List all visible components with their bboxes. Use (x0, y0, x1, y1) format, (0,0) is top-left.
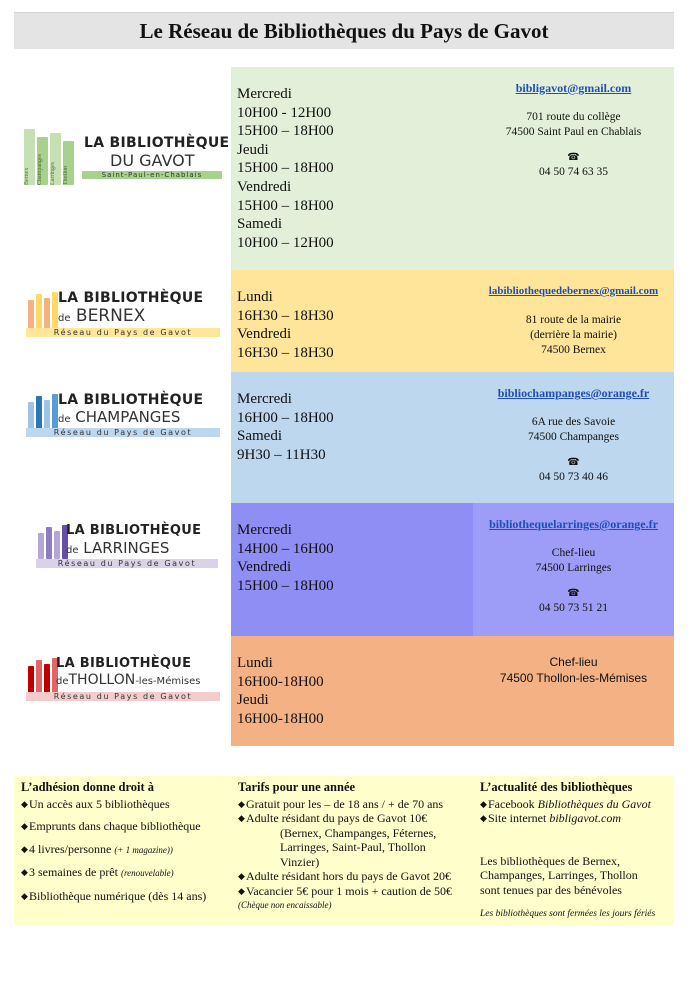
book (44, 664, 50, 694)
list-item-text: Un accès aux 5 bibliothèques (29, 796, 170, 811)
library-row-champanges (14, 372, 674, 503)
logo-bernex (14, 270, 231, 372)
hours-champanges (231, 372, 473, 503)
contact-bernex (473, 270, 674, 372)
hours-gavot (231, 67, 473, 270)
logo-subtitle: DU GAVOT (110, 151, 195, 170)
site-label: Site internet (488, 811, 547, 825)
logo-name: LARRINGES (83, 539, 170, 557)
address-line: 74500 Thollon-les-Mémises (499, 671, 648, 685)
book (44, 298, 50, 330)
email-link[interactable]: bibliothequelarringes@orange.fr (489, 517, 658, 531)
hours-line: Mercredi (237, 391, 292, 407)
bullet-icon: ◆ (238, 871, 245, 881)
hours-line: Samedi (237, 428, 282, 445)
books-icon (28, 658, 58, 694)
contact-gavot (473, 67, 674, 270)
hours-line: 16H30 – 18H30 (237, 307, 334, 324)
contact-champanges (473, 372, 674, 503)
bullet-icon: ◆ (238, 813, 245, 823)
bullet-icon: ◆ (21, 798, 28, 809)
logo-band: Saint-Paul-en-Chablais (82, 171, 222, 179)
list-item (21, 819, 231, 834)
list-item (480, 811, 672, 826)
address-line: (derrière la mairie) (530, 329, 617, 341)
phone-number: 04 50 74 63 35 (539, 166, 608, 178)
hours-line: Lundi (237, 289, 273, 305)
library-row-larringes (14, 503, 674, 636)
hours-line: Jeudi (237, 141, 269, 158)
logo-champanges (14, 372, 231, 503)
bullet-icon: ◆ (480, 813, 487, 823)
address-line: 81 route de la mairie (525, 314, 622, 326)
email-link[interactable]: labibliothequedebernex@gmail.com (488, 285, 659, 297)
list-item-text: Adulte résidant hors du pays de Gavot 20€ (246, 869, 451, 883)
communes-line: Larringes, Saint-Paul, Thollon (280, 840, 426, 854)
tarifs-column (238, 780, 474, 913)
address-line: 74500 Saint Paul en Chablais (505, 126, 642, 138)
logo-subtitle (58, 306, 145, 326)
list-item-text: Bibliothèque numérique (dès 14 ans) (29, 888, 207, 903)
list-item (21, 865, 231, 881)
book (38, 533, 44, 559)
address (473, 110, 674, 140)
hours-line: Samedi (237, 216, 282, 233)
hours-line: 15H00 – 18H00 (237, 123, 334, 140)
logo-subtitle (66, 539, 169, 557)
logo-band: Réseau du Pays de Gavot (26, 692, 220, 701)
address-line: 74500 Bernex (541, 344, 606, 356)
list-item (238, 869, 474, 884)
benevoles-line: Champanges, Larringes, Thollon (480, 868, 638, 882)
page-title (14, 12, 674, 49)
list-item-text: 4 livres/personne (29, 841, 112, 856)
hours-line: 10H00 - 12H00 (237, 104, 332, 121)
logo-title: LA BIBLIOTHÈQUE (56, 656, 192, 671)
books-icon (28, 292, 58, 330)
logo-name: THOLLON (68, 672, 136, 688)
hours-line: 16H00-18H00 (237, 673, 324, 690)
bullet-icon: ◆ (21, 867, 28, 877)
book (28, 666, 34, 694)
benevoles-text (480, 854, 672, 898)
hours-bernex (231, 270, 473, 372)
hours-line: 15H00 – 18H00 (237, 197, 334, 214)
hours-line: Mercredi (237, 86, 292, 102)
feries-note: Les bibliothèques sont fermées les jours fériés (480, 909, 656, 919)
hours-line: 16H00 – 18H00 (237, 409, 334, 426)
cheque-note: (Chèque non encaissable) (238, 900, 332, 910)
logo-band: Réseau du Pays de Gavot (26, 328, 220, 337)
library-row-thollon (14, 636, 674, 746)
logo-subtitle (58, 408, 180, 426)
hours-line: Jeudi (237, 692, 269, 709)
hours-line: 9H30 – 11H30 (237, 446, 326, 463)
hours-line: 10H00 – 12H00 (237, 234, 334, 251)
list-item (21, 889, 231, 904)
logo-prefix: de (66, 545, 79, 556)
logo-title: LA BIBLIOTHÈQUE (58, 392, 204, 408)
list-item (238, 797, 474, 812)
contact-thollon (473, 636, 674, 746)
hours-line: 14H00 – 16H00 (237, 540, 334, 557)
hours-line: Vendredi (237, 326, 292, 343)
list-item-text: Vacancier 5€ pour 1 mois + caution de 50€ (246, 883, 453, 898)
book-champanges: Champanges (37, 137, 48, 185)
logo-name: CHAMPANGES (75, 408, 181, 426)
phone-number: 04 50 73 51 21 (539, 602, 608, 614)
hours-line: 15H00 – 18H00 (237, 160, 334, 177)
contact-larringes (473, 503, 674, 636)
site-link[interactable]: bibligavot.com (549, 811, 621, 825)
bullet-icon: ◆ (21, 821, 28, 831)
logo-band: Réseau du Pays de Gavot (36, 559, 218, 568)
book (36, 660, 42, 694)
communes-line: (Bernex, Champanges, Féternes, (280, 825, 437, 840)
address (473, 415, 674, 445)
hours-line: Vendredi (237, 559, 292, 576)
logo-title: LA BIBLIOTHÈQUE (58, 290, 204, 306)
list-item (21, 842, 231, 858)
book (36, 294, 42, 330)
library-row-gavot (14, 67, 674, 270)
list-item-text: Emprunts dans chaque bibliothèque (29, 819, 201, 833)
hours-line: 16H00-18H00 (237, 710, 324, 727)
hours-line: 15H00 – 18H00 (237, 577, 334, 594)
bullet-icon: ◆ (21, 890, 28, 901)
logo-title: LA BIBLIOTHÈQUE (84, 135, 230, 151)
books-icon (28, 394, 58, 430)
library-row-bernex (14, 270, 674, 372)
bullet-icon: ◆ (238, 885, 245, 896)
phone-icon: ☎ (567, 588, 580, 599)
books-icon (24, 129, 74, 185)
address-line: 6A rue des Savoie (531, 416, 616, 428)
actualite-column (480, 780, 672, 922)
adhesion-heading: L’adhésion donne droit à (21, 780, 155, 794)
hours-larringes (231, 503, 473, 636)
book (46, 527, 52, 559)
book (28, 402, 34, 430)
hours-line: Vendredi (237, 178, 292, 195)
page-title-text: Le Réseau de Bibliothèques du Pays de Gavot (139, 18, 549, 43)
hours-thollon (231, 636, 473, 746)
hours-line: Mercredi (237, 522, 292, 538)
address-line: 74500 Larringes (535, 562, 612, 574)
phone-icon: ☎ (567, 152, 580, 163)
communes-list (238, 826, 474, 870)
bullet-icon: ◆ (21, 843, 28, 854)
book (28, 300, 34, 330)
address-line: 701 route du collège (526, 111, 621, 123)
benevoles-line: Les bibliothèques de Bernex, (480, 853, 620, 868)
benevoles-line: sont tenues par des bénévoles (480, 882, 622, 897)
bullet-icon: ◆ (480, 798, 487, 809)
phone-icon: ☎ (567, 457, 580, 468)
books-icon (38, 525, 68, 559)
email-link[interactable]: bibliochampanges@orange.fr (497, 386, 650, 400)
address-line: 74500 Champanges (527, 431, 620, 443)
hours-line: 16H30 – 18H30 (237, 344, 334, 361)
communes-line: Vinzier) (280, 854, 320, 869)
adhesion-column (21, 780, 231, 903)
list-item-text: 3 semaines de prêt (29, 865, 118, 879)
book-larringes: Larringes (50, 133, 61, 185)
phone-number: 04 50 73 40 46 (539, 471, 608, 483)
list-item-text: Adulte résidant du pays de Gavot 10€ (246, 811, 428, 825)
actualite-heading: L’actualité des bibliothèques (480, 780, 633, 794)
logo-thollon (14, 636, 231, 746)
logo-title: LA BIBLIOTHÈQUE (66, 523, 202, 538)
email-link[interactable]: bibligavot@gmail.com (515, 81, 632, 95)
list-item-note: (+ 1 magazine)) (114, 844, 173, 855)
address-line: Chef-lieu (549, 655, 598, 669)
logo-larringes (14, 503, 231, 636)
list-item-note: (renouvelable) (120, 868, 174, 878)
facebook-link[interactable]: Bibliothèques du Gavot (537, 796, 651, 811)
logo-subtitle (56, 672, 200, 688)
facebook-label: Facebook (488, 796, 535, 811)
book-bernex: Bernex (24, 129, 35, 185)
logo-name: BERNEX (75, 306, 146, 326)
logo-prefix: de (56, 676, 69, 687)
list-item (480, 797, 672, 812)
logo-band: Réseau du Pays de Gavot (26, 428, 220, 437)
tarifs-heading: Tarifs pour une année (238, 780, 356, 794)
info-panel (14, 776, 674, 926)
logo-suffix: -les-Mémises (135, 676, 201, 687)
book (54, 531, 60, 559)
list-item (238, 811, 474, 826)
logo-prefix: de (58, 414, 71, 425)
address (473, 546, 674, 576)
bullet-icon: ◆ (238, 798, 245, 809)
book (44, 400, 50, 430)
list-item (21, 797, 231, 812)
logo-prefix: de (58, 313, 71, 324)
address (473, 313, 674, 358)
list-item (238, 884, 474, 899)
book (36, 396, 42, 430)
list-item-text: Gratuit pour les – de 18 ans / + de 70 ans (246, 796, 444, 811)
book-thollon: Thollon (63, 141, 74, 185)
address-line: Chef-lieu (551, 547, 596, 559)
hours-line: Lundi (237, 655, 273, 671)
logo-gavot (14, 67, 231, 270)
